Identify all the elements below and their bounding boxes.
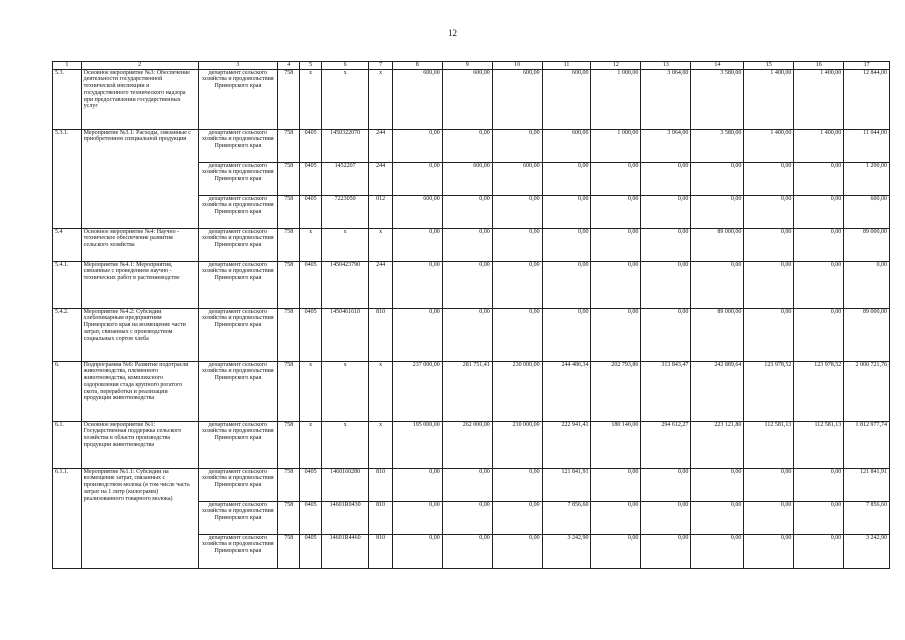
target-code: 1452207 (321, 162, 369, 195)
year-value-cell: 0,00 (392, 501, 442, 534)
section-code: 0405 (300, 261, 321, 308)
total-cell: 600,00 (844, 195, 890, 228)
target-code: 1450322070 (321, 129, 369, 162)
grbs-code: 758 (278, 162, 300, 195)
column-number: 7 (369, 62, 392, 70)
year-value-cell: 0,00 (392, 534, 442, 568)
executor-cell: департамент сельского хозяйства и продовольствия Приморского края (198, 261, 278, 308)
executor-cell: департамент сельского хозяйства и продовольствия Приморского края (198, 129, 278, 162)
year-value-cell: 3 064,00 (641, 69, 691, 129)
section-code: 0405 (300, 534, 321, 568)
expense-type-code: 810 (369, 468, 392, 501)
executor-cell: департамент сельского хозяйства и продовольствия Приморского края (198, 534, 278, 568)
year-value-cell: 0,00 (542, 228, 591, 261)
year-value-cell: 1 400,00 (794, 129, 844, 162)
year-value-cell: 1 400,00 (794, 69, 844, 129)
year-value-cell: 0,00 (691, 468, 744, 501)
year-value-cell: 0,00 (591, 195, 641, 228)
executor-cell: департамент сельского хозяйства и продовольствия Приморского края (198, 468, 278, 501)
year-value-cell: 600,00 (442, 69, 492, 129)
year-value-cell: 0,00 (591, 308, 641, 361)
table-row (53, 421, 890, 468)
year-value-cell: 0,00 (542, 162, 591, 195)
item-name: Основное мероприятие №4: Научно - техническое обеспечение развития сельского хозяйства (81, 228, 198, 261)
year-value-cell: 0,00 (392, 308, 442, 361)
executor-cell: департамент сельского хозяйства и продовольствия Приморского края (198, 162, 278, 195)
executor-cell: департамент сельского хозяйства и продовольствия Приморского края (198, 501, 278, 534)
year-value-cell: 1 000,00 (591, 69, 641, 129)
column-number: 2 (81, 62, 198, 70)
year-value-cell: 0,00 (492, 501, 542, 534)
column-number: 9 (442, 62, 492, 70)
grbs-code: 758 (278, 195, 300, 228)
year-value-cell: 0,00 (794, 261, 844, 308)
target-code: х (321, 228, 369, 261)
year-value-cell: 600,00 (392, 195, 442, 228)
year-value-cell: 0,00 (542, 308, 591, 361)
year-value-cell: 294 612,27 (641, 421, 691, 468)
total-cell: 89 000,00 (844, 308, 890, 361)
year-value-cell: 0,00 (794, 162, 844, 195)
year-value-cell: 0,00 (744, 261, 794, 308)
section-code: 0405 (300, 468, 321, 501)
year-value-cell: 0,00 (392, 228, 442, 261)
year-value-cell: 0,00 (744, 308, 794, 361)
total-cell: 1 200,00 (844, 162, 890, 195)
year-value-cell: 0,00 (392, 129, 442, 162)
grbs-code: 758 (278, 308, 300, 361)
item-number: 5.3. (53, 69, 82, 129)
year-value-cell: 0,00 (691, 501, 744, 534)
year-value-cell: 0,00 (392, 162, 442, 195)
executor-cell: департамент сельского хозяйства и продовольствия Приморского края (198, 421, 278, 468)
year-value-cell: 222 941,41 (542, 421, 591, 468)
target-code: х (321, 69, 369, 129)
column-number: 8 (392, 62, 442, 70)
table-row (53, 261, 890, 308)
expense-type-code: 810 (369, 501, 392, 534)
year-value-cell: 0,00 (442, 308, 492, 361)
column-number: 10 (492, 62, 542, 70)
year-value-cell: 0,00 (691, 261, 744, 308)
table-row (53, 468, 890, 501)
column-number: 1 (53, 62, 82, 70)
section-code: х (300, 421, 321, 468)
year-value-cell: 0,00 (392, 261, 442, 308)
year-value-cell: 0,00 (744, 228, 794, 261)
grbs-code: 758 (278, 69, 300, 129)
expense-type-code: х (369, 361, 392, 421)
column-number: 16 (794, 62, 844, 70)
total-cell: 0,00 (844, 261, 890, 308)
year-value-cell: 600,00 (442, 162, 492, 195)
target-code: х (321, 421, 369, 468)
target-code: 7223050 (321, 195, 369, 228)
item-number: 5.3.1. (53, 129, 82, 228)
expense-type-code: 244 (369, 162, 392, 195)
section-code: 0405 (300, 308, 321, 361)
grbs-code: 758 (278, 261, 300, 308)
expense-type-code: 810 (369, 534, 392, 568)
year-value-cell: 0,00 (542, 261, 591, 308)
year-value-cell: 0,00 (744, 195, 794, 228)
target-code: 1450423790 (321, 261, 369, 308)
year-value-cell: 0,00 (542, 195, 591, 228)
year-value-cell: 1 000,00 (591, 129, 641, 162)
year-value-cell: 0,00 (641, 534, 691, 568)
total-cell: 2 000 721,76 (844, 361, 890, 421)
item-number: 6.1.1. (53, 468, 82, 568)
year-value-cell: 0,00 (641, 308, 691, 361)
year-value-cell: 0,00 (492, 195, 542, 228)
total-cell: 1 812 977,74 (844, 421, 890, 468)
target-code: 14601R0430 (321, 501, 369, 534)
table-row (53, 361, 890, 421)
executor-cell: департамент сельского хозяйства и продовольствия Приморского края (198, 308, 278, 361)
section-code: х (300, 69, 321, 129)
year-value-cell: 0,00 (641, 162, 691, 195)
year-value-cell: 0,00 (744, 468, 794, 501)
year-value-cell: 0,00 (442, 129, 492, 162)
item-number: 5.4.2. (53, 308, 82, 361)
year-value-cell: 262 000,00 (442, 421, 492, 468)
year-value-cell: 0,00 (492, 468, 542, 501)
year-value-cell: 112 581,13 (794, 421, 844, 468)
total-cell: 12 844,00 (844, 69, 890, 129)
year-value-cell: 0,00 (392, 468, 442, 501)
item-name: Мероприятие №1.1: Субсидии на возмещение затрат, связанных с производством молока (в том числе часть затрат на 1 литр (килограмм) реализованного товарного молока) (81, 468, 198, 568)
grbs-code: 758 (278, 228, 300, 261)
column-number: 15 (744, 62, 794, 70)
year-value-cell: 0,00 (691, 162, 744, 195)
year-value-cell: 0,00 (492, 129, 542, 162)
year-value-cell: 0,00 (591, 162, 641, 195)
budget-table (52, 61, 890, 569)
year-value-cell: 1 400,00 (744, 129, 794, 162)
year-value-cell: 0,00 (442, 468, 492, 501)
year-value-cell: 600,00 (492, 162, 542, 195)
year-value-cell: 230 000,00 (492, 361, 542, 421)
target-code: 14601R4460 (321, 534, 369, 568)
column-number: 17 (844, 62, 890, 70)
item-name: Мероприятие №3.1: Расходы, связанные с приобретением специальной продукции (81, 129, 198, 228)
year-value-cell: 0,00 (591, 501, 641, 534)
expense-type-code: 810 (369, 308, 392, 361)
item-number: 5.4.1. (53, 261, 82, 308)
year-value-cell: 0,00 (641, 468, 691, 501)
year-value-cell: 89 000,00 (691, 308, 744, 361)
year-value-cell: 0,00 (442, 501, 492, 534)
year-value-cell: 0,00 (794, 228, 844, 261)
year-value-cell: 0,00 (591, 534, 641, 568)
year-value-cell: 0,00 (794, 308, 844, 361)
target-code: х (321, 361, 369, 421)
expense-type-code: 012 (369, 195, 392, 228)
total-cell: 89 000,00 (844, 228, 890, 261)
expense-type-code: 244 (369, 129, 392, 162)
header-row (53, 62, 890, 70)
year-value-cell: 3 580,00 (691, 69, 744, 129)
item-name: Основное мероприятие №3: Обеспечение деятельности государственной технической инспекции и государственного технического надзора при предоставлении государственных услуг (81, 69, 198, 129)
item-name: Основное мероприятие №1: Государственная поддержка сельского хозяйства в области производства продукции животноводства (81, 421, 198, 468)
year-value-cell: 0,00 (744, 162, 794, 195)
target-code: 1460160280 (321, 468, 369, 501)
target-code: 1450461610 (321, 308, 369, 361)
executor-cell: департамент сельского хозяйства и продовольствия Приморского края (198, 69, 278, 129)
section-code: 0405 (300, 501, 321, 534)
year-value-cell: 0,00 (794, 501, 844, 534)
year-value-cell: 121 841,91 (542, 468, 591, 501)
column-number: 11 (542, 62, 591, 70)
grbs-code: 758 (278, 421, 300, 468)
year-value-cell: 7 856,60 (542, 501, 591, 534)
section-code: х (300, 228, 321, 261)
item-number: 5.4 (53, 228, 82, 261)
year-value-cell: 123 978,52 (744, 361, 794, 421)
table-row (53, 129, 890, 162)
year-value-cell: 0,00 (641, 195, 691, 228)
grbs-code: 758 (278, 361, 300, 421)
year-value-cell: 0,00 (442, 534, 492, 568)
item-name: Мероприятие №4.1: Мероприятия, связанные с проведением научно - технических работ в растениеводстве (81, 261, 198, 308)
section-code: 0405 (300, 195, 321, 228)
table-row (53, 308, 890, 361)
year-value-cell: 3 064,00 (641, 129, 691, 162)
year-value-cell: 0,00 (492, 534, 542, 568)
year-value-cell: 0,00 (691, 195, 744, 228)
total-cell: 11 044,00 (844, 129, 890, 162)
year-value-cell: 89 000,00 (691, 228, 744, 261)
year-value-cell: 3 242,90 (542, 534, 591, 568)
year-value-cell: 600,00 (392, 69, 442, 129)
executor-cell: департамент сельского хозяйства и продовольствия Приморского края (198, 228, 278, 261)
year-value-cell: 0,00 (691, 534, 744, 568)
year-value-cell: 0,00 (794, 534, 844, 568)
year-value-cell: 0,00 (591, 468, 641, 501)
column-number: 5 (300, 62, 321, 70)
year-value-cell: 195 000,00 (392, 421, 442, 468)
year-value-cell: 0,00 (641, 261, 691, 308)
expense-type-code: х (369, 421, 392, 468)
year-value-cell: 0,00 (641, 501, 691, 534)
year-value-cell: 0,00 (591, 228, 641, 261)
year-value-cell: 0,00 (794, 468, 844, 501)
year-value-cell: 112 581,13 (744, 421, 794, 468)
table-row (53, 69, 890, 129)
column-number: 4 (278, 62, 300, 70)
year-value-cell: 313 843,47 (641, 361, 691, 421)
grbs-code: 758 (278, 534, 300, 568)
year-value-cell: 281 751,41 (442, 361, 492, 421)
table-row (53, 228, 890, 261)
year-value-cell: 0,00 (442, 261, 492, 308)
year-value-cell: 180 140,00 (591, 421, 641, 468)
year-value-cell: 0,00 (442, 228, 492, 261)
year-value-cell: 0,00 (744, 534, 794, 568)
year-value-cell: 0,00 (744, 501, 794, 534)
section-code: 0405 (300, 129, 321, 162)
year-value-cell: 600,00 (492, 69, 542, 129)
item-number: 6. (53, 361, 82, 421)
year-value-cell: 210 000,00 (492, 421, 542, 468)
expense-type-code: х (369, 228, 392, 261)
executor-cell: департамент сельского хозяйства и продовольствия Приморского края (198, 195, 278, 228)
column-number: 14 (691, 62, 744, 70)
year-value-cell: 223 121,80 (691, 421, 744, 468)
section-code: 0405 (300, 162, 321, 195)
year-value-cell: 0,00 (591, 261, 641, 308)
year-value-cell: 123 978,52 (794, 361, 844, 421)
column-number: 6 (321, 62, 369, 70)
executor-cell: департамент сельского хозяйства и продовольствия Приморского края (198, 361, 278, 421)
year-value-cell: 0,00 (442, 195, 492, 228)
column-number: 12 (591, 62, 641, 70)
page-number: 12 (448, 28, 457, 38)
grbs-code: 758 (278, 501, 300, 534)
year-value-cell: 0,00 (794, 195, 844, 228)
year-value-cell: 242 889,64 (691, 361, 744, 421)
total-cell: 121 841,91 (844, 468, 890, 501)
year-value-cell: 202 793,86 (591, 361, 641, 421)
section-code: х (300, 361, 321, 421)
year-value-cell: 0,00 (492, 308, 542, 361)
year-value-cell: 0,00 (492, 261, 542, 308)
column-number: 13 (641, 62, 691, 70)
year-value-cell: 600,00 (542, 69, 591, 129)
item-name: Подпрограмма №6: Развитие подотрасли животноводства, племенного животноводства, комплексного оздоровления стада крупного рогатого скота, переработки и реализации продукции животноводства (81, 361, 198, 421)
year-value-cell: 3 580,00 (691, 129, 744, 162)
year-value-cell: 244 486,34 (542, 361, 591, 421)
year-value-cell: 1 400,00 (744, 69, 794, 129)
expense-type-code: х (369, 69, 392, 129)
year-value-cell: 0,00 (492, 228, 542, 261)
expense-type-code: 244 (369, 261, 392, 308)
year-value-cell: 0,00 (641, 228, 691, 261)
grbs-code: 758 (278, 468, 300, 501)
total-cell: 7 856,60 (844, 501, 890, 534)
grbs-code: 758 (278, 129, 300, 162)
column-number: 3 (198, 62, 278, 70)
year-value-cell: 600,00 (542, 129, 591, 162)
year-value-cell: 237 000,00 (392, 361, 442, 421)
total-cell: 3 242,90 (844, 534, 890, 568)
item-name: Мероприятие №4.2: Субсидии хлебопекарным предприятиям Приморского края на возмещение части затрат, связанных с производством социальных сортов хлеба (81, 308, 198, 361)
item-number: 6.1. (53, 421, 82, 468)
